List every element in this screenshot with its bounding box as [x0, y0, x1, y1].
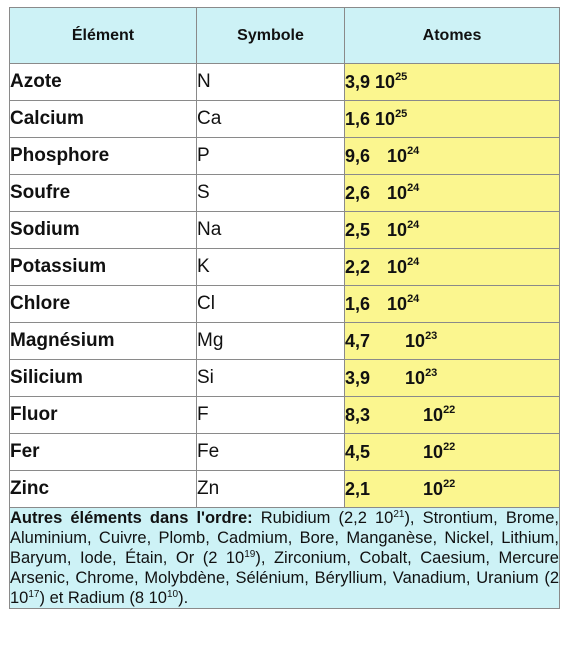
atom-count-power [423, 441, 455, 463]
power-exponent: 25 [395, 71, 408, 83]
header-symbol: Symbole [197, 8, 345, 64]
element-symbol-cell: Cl [197, 286, 345, 323]
power-exponent: 24 [407, 145, 420, 157]
atom-count-power [387, 182, 419, 204]
power-base: 10 [387, 183, 408, 203]
element-name-cell: Silicium [10, 360, 197, 397]
power-base: 10 [405, 331, 426, 351]
element-name-cell: Potassium [10, 249, 197, 286]
atom-count-mantissa: 1,6 [345, 294, 371, 314]
atom-count-cell [345, 434, 560, 471]
table-row [10, 138, 560, 175]
element-symbol-cell: Ca [197, 101, 345, 138]
power-base: 10 [387, 294, 408, 314]
footer-row [10, 508, 560, 609]
atom-count-power [387, 256, 419, 278]
power-exponent: 24 [407, 256, 420, 268]
note-text-3: ), Zirconium, Cobalt, Caesium, Mercure Arsenic, Chrome, Molybdène, Sélénium, Béryllium, Vanadium, Uranium (2 10 [10, 549, 559, 607]
other-elements-note [10, 508, 560, 609]
atom-count-mantissa: 8,3 [345, 405, 371, 425]
atom-count-cell [345, 175, 560, 212]
atom-count-cell [345, 101, 560, 138]
element-abundance-table-container [9, 7, 559, 609]
note-text-4: ) et Radium (8 10 [39, 589, 167, 607]
table-row [10, 101, 560, 138]
power-exponent: 22 [443, 478, 456, 490]
element-symbol-cell: K [197, 249, 345, 286]
element-name-cell: Chlore [10, 286, 197, 323]
atom-count-power [375, 108, 407, 130]
power-base: 10 [423, 442, 444, 462]
note-text-1: Rubidium (2,2 10 [252, 509, 394, 527]
element-symbol-cell: Zn [197, 471, 345, 508]
table-row [10, 286, 560, 323]
table-row [10, 397, 560, 434]
atom-count-cell [345, 397, 560, 434]
atom-count-cell [345, 64, 560, 101]
atom-count-power [423, 404, 455, 426]
element-symbol-cell: Fe [197, 434, 345, 471]
power-base: 10 [405, 368, 426, 388]
element-name-cell: Magnésium [10, 323, 197, 360]
atom-count-power [375, 71, 407, 93]
power-exponent: 24 [407, 182, 420, 194]
atom-count-power [387, 293, 419, 315]
atom-count-mantissa: 9,6 [345, 146, 371, 166]
element-symbol-cell: F [197, 397, 345, 434]
atom-count-power [423, 478, 455, 500]
atom-count-cell [345, 323, 560, 360]
table-row [10, 249, 560, 286]
power-exponent: 22 [443, 404, 456, 416]
atom-count-cell [345, 360, 560, 397]
header-atoms: Atomes [345, 8, 560, 64]
element-name-cell: Zinc [10, 471, 197, 508]
element-symbol-cell: Si [197, 360, 345, 397]
note-text-5: ). [178, 589, 189, 607]
element-name-cell: Calcium [10, 101, 197, 138]
element-symbol-cell: N [197, 64, 345, 101]
atom-count-cell [345, 138, 560, 175]
element-name-cell: Azote [10, 64, 197, 101]
header-element: Élément [10, 8, 197, 64]
power-base: 10 [387, 146, 408, 166]
atom-count-mantissa: 2,2 [345, 257, 371, 277]
power-base: 10 [375, 72, 396, 92]
element-symbol-cell: Na [197, 212, 345, 249]
power-exponent: 23 [425, 367, 438, 379]
element-name-cell: Phosphore [10, 138, 197, 175]
power-base: 10 [387, 257, 408, 277]
table-row [10, 434, 560, 471]
other-elements-lead: Autres éléments dans l'ordre: [10, 509, 253, 527]
atom-count-mantissa: 2,1 [345, 479, 371, 499]
note-exp-3: 17 [28, 589, 40, 600]
note-exp-1: 21 [393, 509, 405, 520]
table-row [10, 212, 560, 249]
power-exponent: 22 [443, 441, 456, 453]
element-name-cell: Sodium [10, 212, 197, 249]
atom-count-mantissa: 1,6 [345, 109, 371, 129]
table-body [10, 64, 560, 508]
atom-count-power [387, 145, 419, 167]
element-name-cell: Fer [10, 434, 197, 471]
atom-count-cell [345, 471, 560, 508]
power-exponent: 25 [395, 108, 408, 120]
atom-count-mantissa: 4,5 [345, 442, 371, 462]
element-abundance-table [9, 7, 560, 609]
element-name-cell: Soufre [10, 175, 197, 212]
element-symbol-cell: P [197, 138, 345, 175]
table-row [10, 175, 560, 212]
element-symbol-cell: S [197, 175, 345, 212]
atom-count-cell [345, 249, 560, 286]
atom-count-mantissa: 2,5 [345, 220, 371, 240]
table-row [10, 471, 560, 508]
element-name-cell: Fluor [10, 397, 197, 434]
table-row [10, 64, 560, 101]
element-symbol-cell: Mg [197, 323, 345, 360]
atom-count-cell [345, 212, 560, 249]
power-exponent: 23 [425, 330, 438, 342]
atom-count-mantissa: 3,9 [345, 72, 371, 92]
atom-count-mantissa: 3,9 [345, 368, 371, 388]
table-row [10, 360, 560, 397]
table-row [10, 323, 560, 360]
note-exp-4: 10 [166, 589, 179, 600]
power-base: 10 [387, 220, 408, 240]
note-exp-2: 19 [244, 549, 256, 560]
power-base: 10 [423, 405, 444, 425]
power-exponent: 24 [407, 219, 420, 231]
atom-count-power [405, 330, 437, 352]
table-header-row [10, 8, 560, 64]
atom-count-power [405, 367, 437, 389]
atom-count-power [387, 219, 419, 241]
atom-count-mantissa: 4,7 [345, 331, 371, 351]
power-exponent: 24 [407, 293, 420, 305]
atom-count-cell [345, 286, 560, 323]
power-base: 10 [375, 109, 396, 129]
note-text-2: ), Strontium, Brome, Aluminium, Cuivre, Plomb, Cadmium, Bore, Manganèse, Nickel, Lithium, Baryum, Iode, Étain, Or (2 10 [10, 509, 559, 567]
atom-count-mantissa: 2,6 [345, 183, 371, 203]
power-base: 10 [423, 479, 444, 499]
